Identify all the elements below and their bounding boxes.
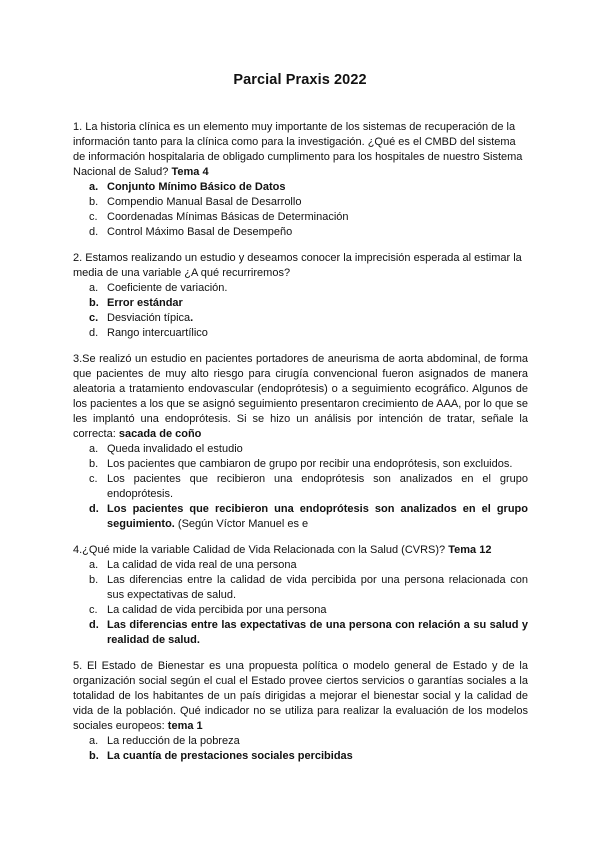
option-text: Rango intercuartílico [107,327,208,339]
question-1 [73,120,528,240]
option-letter: b. [89,574,99,586]
option-text: La calidad de vida percibida por una persona [107,604,327,616]
option-letter: b. [89,196,99,208]
option-correct [73,618,528,648]
option-text-end: . [190,312,194,324]
question-text: 1. La historia clínica es un elemento muy importante de los sistemas de recuperación de la información tanto para la clínica como para la investigación. ¿Qué es el CMBD del sistema de información hospitalaria de obligado cumplimento para los hospitales de nuestro Sistema Nacional de Salud? [73,121,523,178]
question-3 [73,352,528,532]
option-text [107,502,528,532]
option-list [73,180,528,240]
option [73,472,528,502]
option [73,573,528,603]
question-stem: 2. Estamos realizando un estudio y deseamos conocer la imprecisión esperada al estimar la media de una variable ¿A qué recurriremos? [73,252,522,279]
option-text: Error estándar [107,297,183,309]
option-text: Queda invalidado el estudio [107,443,243,455]
question-stem [73,352,528,442]
option [73,558,528,573]
question-5 [73,659,528,764]
option [73,326,528,341]
option-letter: d. [89,327,99,339]
question-4 [73,543,528,648]
option-letter: a. [89,443,99,455]
option-letter: a. [89,735,99,747]
option-text: Compendio Manual Basal de Desarrollo [107,196,302,208]
question-tag: tema 1 [167,720,203,732]
question-stem [73,120,528,180]
option-list [73,734,528,764]
option-letter: b. [89,458,99,470]
option [73,603,528,618]
option-text: Las diferencias entre las expectativas de una persona con relación a su salud y realidad de salud. [107,619,528,646]
question-text: 3.Se realizó un estudio en pacientes portadores de aneurisma de aorta abdominal, de forma que pacientes de muy alto riesgo para cirugía convencional fueron asignados de manera aleatoria a tratamiento endovascular (endoprótesis) o a seguimiento ecográfico. Algunos de los pacientes a los que se asignó seguimiento presentaron crecimiento de AAA, por lo que se les implantó una endoprótesis. Si se hizo un análisis por intención de tratar, señale la correcta: [73,353,528,440]
option-text-main: Desviación típica [107,312,191,324]
option-text: Coeficiente de variación. [107,282,228,294]
option [73,734,528,749]
question-tag: Tema 4 [171,166,209,178]
option-letter: c. [89,312,99,324]
option [73,225,528,240]
option-text: La calidad de vida real de una persona [107,559,297,571]
option-letter: a. [89,282,99,294]
option-letter: c. [89,211,98,223]
option-list [73,442,528,532]
option-list [73,281,528,341]
option-text: La cuantía de prestaciones sociales percibidas [107,750,353,762]
option-text-main: Los pacientes que recibieron una endoprótesis son analizados en el grupo seguimiento. [107,503,528,530]
option-correct [73,180,528,195]
option-list [73,558,528,648]
option-letter: d. [89,503,99,515]
option-letter: a. [89,559,99,571]
option-correct [73,296,528,311]
option-letter: c. [89,604,98,616]
option-text: Los pacientes que cambiaron de grupo por recibir una endoprótesis, son excluidos. [107,458,513,470]
question-tag: sacada de coño [118,428,202,440]
option-letter: a. [89,181,99,193]
question-stem [73,543,528,558]
question-2 [73,251,528,341]
option [73,442,528,457]
page-title: Parcial Praxis 2022 [233,72,367,88]
option-text: Conjunto Mínimo Básico de Datos [107,181,286,193]
option [73,195,528,210]
option-text [107,311,528,326]
option [73,210,528,225]
option-text: Coordenadas Mínimas Básicas de Determinación [107,211,349,223]
option-correct [73,749,528,764]
option [73,281,528,296]
option-letter: d. [89,226,99,238]
option-letter: b. [89,750,99,762]
option-text: Control Máximo Basal de Desempeño [107,226,293,238]
option-letter: c. [89,473,98,485]
question-text: 4.¿Qué mide la variable Calidad de Vida Relacionada con la Salud (CVRS)? [73,544,446,556]
option-note: (Según Víctor Manuel es e [177,518,309,530]
question-stem [73,659,528,734]
question-text: 5. El Estado de Bienestar es una propuesta política o modelo general de Estado y de la organización social según el cual el Estado provee ciertos servicios o garantías sociales a la totalidad de los habitantes de un país dirigidas a mejorar el bienestar social y la calidad de vida de la población. Qué indicador no se utiliza para realizar la evaluación de los modelos sociales europeos: [73,660,528,732]
option-letter: b. [89,297,99,309]
option-text: Los pacientes que recibieron una endoprótesis son analizados en el grupo endoprótesis. [107,473,528,500]
question-tag: Tema 12 [448,544,492,556]
option [73,457,528,472]
option [73,311,528,326]
option-text: La reducción de la pobreza [107,735,240,747]
exam-content [73,120,528,775]
option-correct [73,502,528,532]
option-letter: d. [89,619,99,631]
option-text: Las diferencias entre la calidad de vida percibida por una persona relacionada con sus expectativas de salud. [107,574,528,601]
